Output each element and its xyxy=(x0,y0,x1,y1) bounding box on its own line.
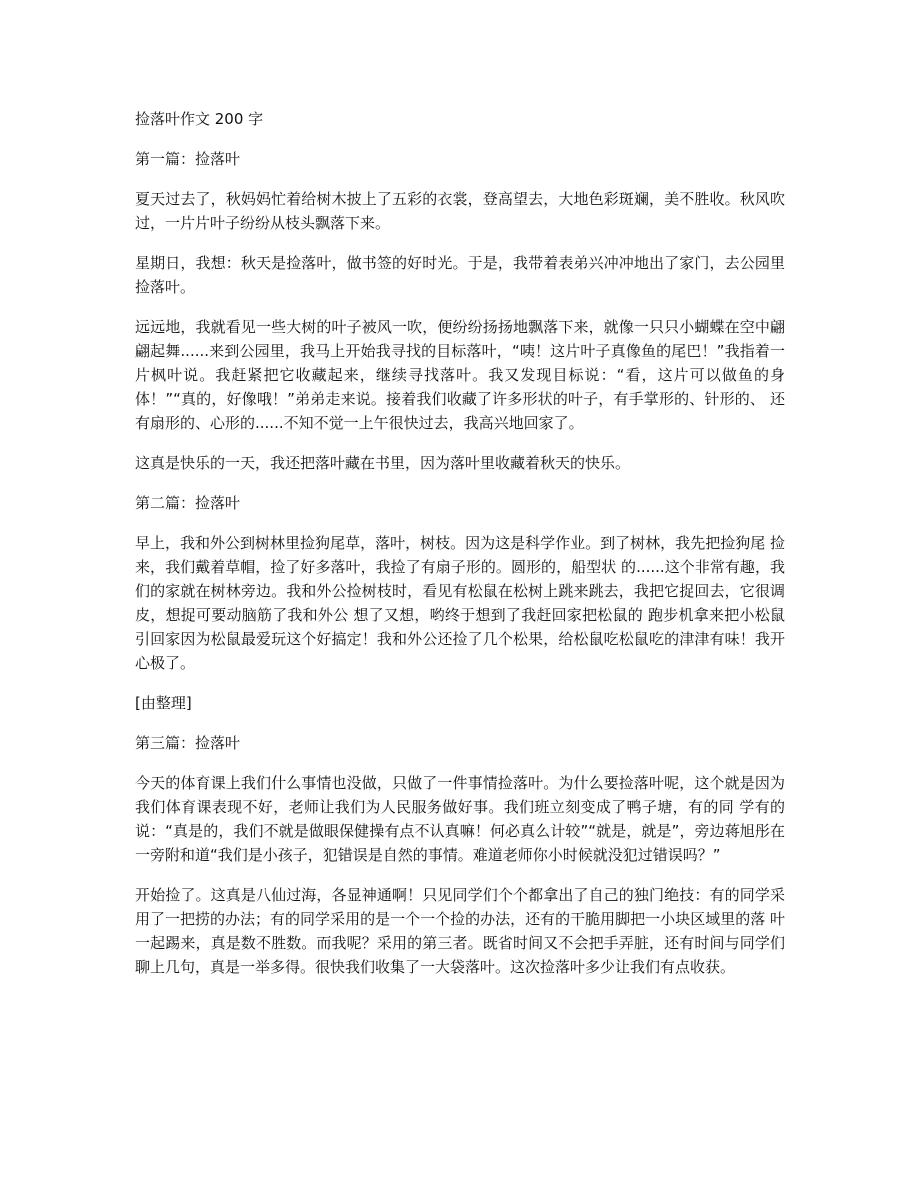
paragraph: 远远地，我就看见一些大树的叶子被风一吹，便纷纷扬扬地飘落下来，就像一只只小蝴蝶在空中翩翩起舞......来到公园里，我马上开始我寻找的目标落叶，“咦！这片叶子真像鱼的尾巴！”我指着一片枫叶说。我赶紧把它收藏起来，继续寻找落叶。我又发现目标说：“看，这片可以做鱼的身体！”“真的，好像哦！”弟弟走来说。接着我们收藏了许多形状的叶子，有手掌形的、针形的、 还有扇形的、心形的......不知不觉一上午很快过去，我高兴地回家了。 xyxy=(135,318,785,432)
section-heading: 第三篇：捡落叶 xyxy=(135,734,241,752)
section-1 xyxy=(135,147,785,475)
section-3 xyxy=(135,731,785,979)
paragraph: 星期日，我想：秋天是捡落叶，做书签的好时光。于是，我带着表弟兴冲冲地出了家门，去公园里捡落叶。 xyxy=(135,254,785,296)
source-note: [由整理] xyxy=(135,694,192,712)
section-2 xyxy=(135,491,785,715)
paragraph: 开始捡了。这真是八仙过海，各显神通啊！只见同学们个个都拿出了自己的独门绝技：有的同学采用了一把捞的办法；有的同学采用的是一个一个捡的办法，还有的干脆用脚把一小块区域里的落 叶一起踢来，真是数不胜数。而我呢？采用的第三者。既省时间又不会把手弄脏，还有时间与同学们聊上几句，真是一举多得。很快我们收集了一大袋落叶。这次捡落叶多少让我们有点收获。 xyxy=(135,886,785,976)
paragraph: 这真是快乐的一天，我还把落叶藏在书里，因为落叶里收藏着秋天的快乐。 xyxy=(135,454,631,472)
paragraph: 早上，我和外公到树林里捡狗尾草，落叶，树枝。因为这是科学作业。到了树林，我先把捡狗尾 捡来，我们戴着草帽，捡了好多落叶，我捡了有扇子形的。圆形的，船型状 的......这个非常有趣，我们的家就在树林旁边。我和外公捡树枝时，看见有松鼠在松树上跳来跳去，我把它捉回去，它很调皮，想捉可要动脑筋了我和外公 想了又想，哟终于想到了我赶回家把松鼠的 跑步机拿来把小松鼠引回家因为松鼠最爱玩这个好搞定！我和外公还捡了几个松果，给松鼠吃松鼠吃的津津有味！我开心极了。 xyxy=(135,534,785,672)
paragraph: 今天的体育课上我们什么事情也没做，只做了一件事情捡落叶。为什么要捡落叶呢，这个就是因为我们体育课表现不好，老师让我们为人民服务做好事。我们班立刻变成了鸭子塘，有的同 学有的说：“真是的，我们不就是做眼保健操有点不认真嘛！何必真么计较”“就是，就是”，旁边蒋旭彤在一旁附和道“我们是小孩子，犯错误是自然的事情。难道老师你小时候就没犯过错误吗？” xyxy=(135,774,785,864)
document-title: 捡落叶作文 200 字 xyxy=(135,110,264,128)
paragraph: 夏天过去了，秋妈妈忙着给树木披上了五彩的衣裳，登高望去，大地色彩斑斓，美不胜收。秋风吹过，一片片叶子纷纷从枝头飘落下来。 xyxy=(135,190,785,232)
section-heading: 第二篇：捡落叶 xyxy=(135,494,241,512)
document-body xyxy=(135,107,785,995)
section-heading: 第一篇：捡落叶 xyxy=(135,150,241,168)
